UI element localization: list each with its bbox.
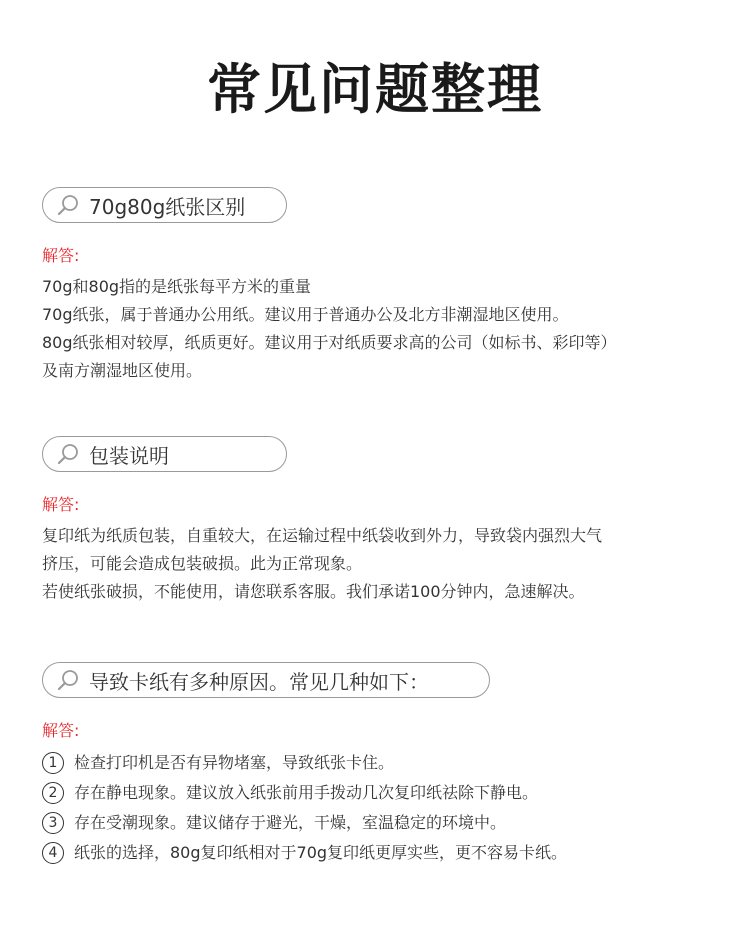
list-item [42, 778, 722, 808]
answer-label: 解答: [42, 246, 80, 265]
question-text: 导致卡纸有多种原因。常见几种如下： [89, 669, 429, 694]
faq-section-2 [42, 436, 722, 606]
answer-line: 及南方潮湿地区使用。 [42, 361, 203, 380]
list-item [42, 748, 722, 778]
search-icon [55, 667, 81, 693]
circled-number: 4 [42, 842, 64, 864]
answer-line: 复印纸为纸质包装，自重较大，在运输过程中纸袋收到外力，导致袋内强烈大气 [42, 526, 603, 545]
answer-line: 挤压，可能会造成包装破损。此为正常现象。 [42, 554, 363, 573]
question-pill [42, 436, 287, 472]
circled-number: 1 [42, 752, 64, 774]
answer-line: 80g纸张相对较厚，纸质更好。建议用于对纸质要求高的公司（如标书、彩印等） [42, 333, 617, 352]
answer-list [42, 748, 722, 868]
search-icon [55, 441, 81, 467]
answer-label: 解答: [42, 721, 80, 740]
list-item [42, 808, 722, 838]
answer-body [42, 273, 722, 385]
answer-line: 若使纸张破损，不能使用，请您联系客服。我们承诺100分钟内，急速解决。 [42, 582, 585, 601]
question-text: 70g80g纸张区别 [89, 194, 246, 219]
question-text: 包装说明 [89, 443, 169, 468]
list-item-text: 存在受潮现象。建议储存于避光，干燥，室温稳定的环境中。 [74, 813, 507, 832]
question-pill [42, 662, 490, 698]
answer-line: 70g和80g指的是纸张每平方米的重量 [42, 277, 312, 296]
list-item-text: 检查打印机是否有异物堵塞，导致纸张卡住。 [74, 753, 395, 772]
answer-body [42, 522, 722, 606]
list-item [42, 838, 722, 868]
answer-label: 解答: [42, 495, 80, 514]
faq-section-3 [42, 662, 722, 868]
answer-line: 70g纸张，属于普通办公用纸。建议用于普通办公及北方非潮湿地区使用。 [42, 305, 569, 324]
circled-number: 3 [42, 812, 64, 834]
search-icon [55, 192, 81, 218]
list-item-text: 存在静电现象。建议放入纸张前用手拨动几次复印纸祛除下静电。 [74, 783, 539, 802]
list-item-text: 纸张的选择，80g复印纸相对于70g复印纸更厚实些，更不容易卡纸。 [74, 843, 568, 862]
page-title: 常见问题整理 [207, 58, 543, 121]
faq-section-1 [42, 187, 722, 385]
question-pill [42, 187, 287, 223]
circled-number: 2 [42, 782, 64, 804]
